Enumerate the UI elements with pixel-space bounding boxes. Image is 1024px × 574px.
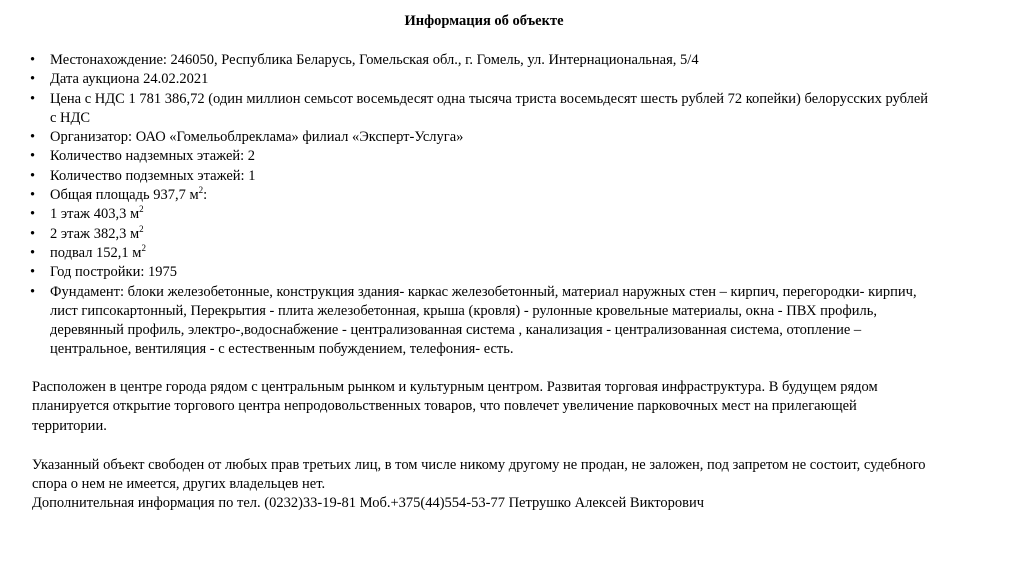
- list-item: [30, 51, 930, 70]
- underground-floors-text: Количество подземных этажей: 1: [50, 167, 256, 184]
- above-ground-floors-text: Количество надземных этажей: 2: [50, 148, 256, 165]
- year-built-text: Год постройки: 1975: [50, 264, 177, 281]
- bullet-icon: •: [30, 187, 36, 204]
- bullet-icon: •: [30, 52, 36, 68]
- list-item: [30, 225, 930, 244]
- list-item: [30, 167, 930, 186]
- total-area-text: Общая площадь 937,7 м: [50, 187, 199, 204]
- list-item: [30, 244, 930, 263]
- list-item: [30, 186, 930, 205]
- basement-area-text: подвал 152,1 м: [50, 244, 142, 261]
- bullet-icon: •: [30, 244, 36, 261]
- bullet-icon: •: [30, 129, 36, 146]
- list-item: [30, 283, 930, 360]
- construction-text: Фундамент: блоки железобетонные, конструкция здания- каркас железобетонный, материал наружных стен – кирпич, перегородки- кирпич, лист гипсокартонный, Перекрытия - плита железобетонная, крыша (кровля) - рулонные кровельные материалы, окна - ПВХ профиль, деревянный профиль, электро-,водоснабжение - централизованная система , канализация - централизованная система, отопление – центральное, вентиляция - с естественным побуждением, телефония- есть.: [50, 283, 917, 358]
- floor2-area-text: 2 этаж 382,3 м: [50, 225, 140, 242]
- superscript: 2: [139, 223, 144, 234]
- list-item: [30, 263, 930, 282]
- list-item: [30, 205, 930, 224]
- total-area-suffix: :: [203, 187, 208, 204]
- list-item: [30, 70, 930, 89]
- page-title: Информация об объекте: [404, 13, 564, 29]
- location-text: Местонахождение: 246050, Республика Беларусь, Гомельская обл., г. Гомель, ул. Интернациональная, 5/4: [50, 52, 699, 68]
- organizer-text: Организатор: ОАО «Гомельоблреклама» филиал «Эксперт-Услуга»: [50, 129, 464, 146]
- price-text: Цена с НДС 1 781 386,72 (один миллион семьсот восемьдесят одна тысяча триста восемьдесят шесть рублей 72 копейки) белорусских рублей с НДС: [50, 90, 929, 126]
- auction-date-text: Дата аукциона 24.02.2021: [50, 71, 209, 88]
- floor1-area-text: 1 этаж 403,3 м: [50, 206, 140, 223]
- contact-info: Дополнительная информация по тел. (0232)33-19-81 Моб.+375(44)554-53-77 Петрушко Алексей Викторович: [32, 495, 704, 511]
- bullet-icon: •: [30, 283, 36, 300]
- legal-status: Указанный объект свободен от любых прав третьих лиц, в том числе никому другому не продан, не заложен, под запретом не состоит, судебного спора о нем не имеется, других владельцев нет.: [32, 457, 926, 493]
- list-item: [30, 90, 930, 129]
- location-description: Расположен в центре города рядом с центральным рынком и культурным центром. Развитая торговая инфраструктура. В будущем рядом планируется открытие торгового центра непродовольственных товаров, что повлечет увеличение парковочных мест на прилегающей территории.: [32, 379, 878, 434]
- list-item: [30, 147, 930, 166]
- list-item: [30, 128, 930, 147]
- bullet-icon: •: [30, 225, 36, 242]
- bullet-icon: •: [30, 148, 36, 165]
- bullet-icon: •: [30, 167, 36, 184]
- bullet-icon: •: [30, 206, 36, 223]
- bullet-icon: •: [30, 264, 36, 281]
- object-info-list: [30, 51, 930, 360]
- bullet-icon: •: [30, 90, 36, 107]
- superscript: 2: [141, 243, 146, 254]
- superscript: 2: [198, 185, 204, 196]
- bullet-icon: •: [30, 71, 36, 88]
- superscript: 2: [139, 204, 144, 215]
